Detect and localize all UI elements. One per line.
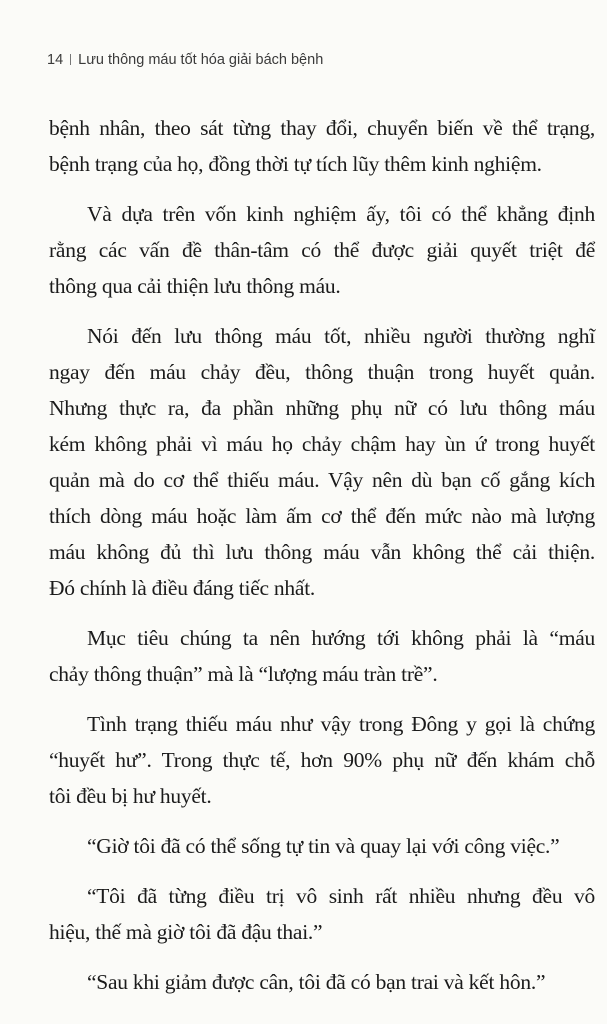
text-line: máu không đủ thì lưu thông máu vẫn không thể cải thiện. (49, 540, 595, 564)
paragraph (49, 620, 595, 692)
text-line: hiệu, thế mà giờ tôi đã đậu thai.” (49, 920, 323, 944)
header-divider (70, 54, 71, 65)
paragraph (49, 964, 595, 1000)
paragraph (49, 706, 595, 814)
text-line: ngay đến máu chảy đều, thông thuận trong huyết quản. (49, 360, 595, 384)
text-line: kém không phải vì máu họ chảy chậm hay ùn ứ trong huyết (49, 432, 595, 456)
text-line: Mục tiêu chúng ta nên hướng tới không phải là “máu (87, 626, 595, 650)
page-body-text (49, 110, 595, 1014)
page-number: 14 (47, 52, 64, 68)
text-line: Tình trạng thiếu máu như vậy trong Đông y gọi là chứng (87, 712, 595, 736)
text-line: bệnh nhân, theo sát từng thay đổi, chuyển biến về thể trạng, (49, 116, 595, 140)
text-line: chảy thông thuận” mà là “lượng máu tràn trề”. (49, 662, 438, 686)
text-line: tôi đều bị hư huyết. (49, 784, 212, 808)
paragraph (49, 196, 595, 304)
running-header (47, 52, 323, 68)
text-line: thông qua cải thiện lưu thông máu. (49, 274, 341, 298)
paragraph (49, 878, 595, 950)
text-line: “Sau khi giảm được cân, tôi đã có bạn trai và kết hôn.” (87, 970, 546, 994)
text-line: rằng các vấn đề thân-tâm có thể được giải quyết triệt để (49, 238, 595, 262)
paragraph (49, 318, 595, 606)
text-line: bệnh trạng của họ, đồng thời tự tích lũy thêm kinh nghiệm. (49, 152, 542, 176)
text-line: “huyết hư”. Trong thực tế, hơn 90% phụ nữ đến khám chỗ (49, 748, 595, 772)
text-line: Nói đến lưu thông máu tốt, nhiều người thường nghĩ (87, 324, 595, 348)
paragraph (49, 828, 595, 864)
text-line: “Tôi đã từng điều trị vô sinh rất nhiều nhưng đều vô (87, 884, 595, 908)
text-line: Đó chính là điều đáng tiếc nhất. (49, 576, 316, 600)
text-line: quản mà do cơ thể thiếu máu. Vậy nên dù bạn cố gắng kích (49, 468, 595, 492)
running-title: Lưu thông máu tốt hóa giải bách bệnh (78, 52, 324, 68)
text-line: Và dựa trên vốn kinh nghiệm ấy, tôi có thể khẳng định (87, 202, 595, 226)
text-line: thích dòng máu hoặc làm ấm cơ thể đến mức nào mà lượng (49, 504, 595, 528)
text-line: “Giờ tôi đã có thể sống tự tin và quay lại với công việc.” (87, 834, 560, 858)
text-line: Nhưng thực ra, đa phần những phụ nữ có lưu thông máu (49, 396, 595, 420)
paragraph (49, 110, 595, 182)
